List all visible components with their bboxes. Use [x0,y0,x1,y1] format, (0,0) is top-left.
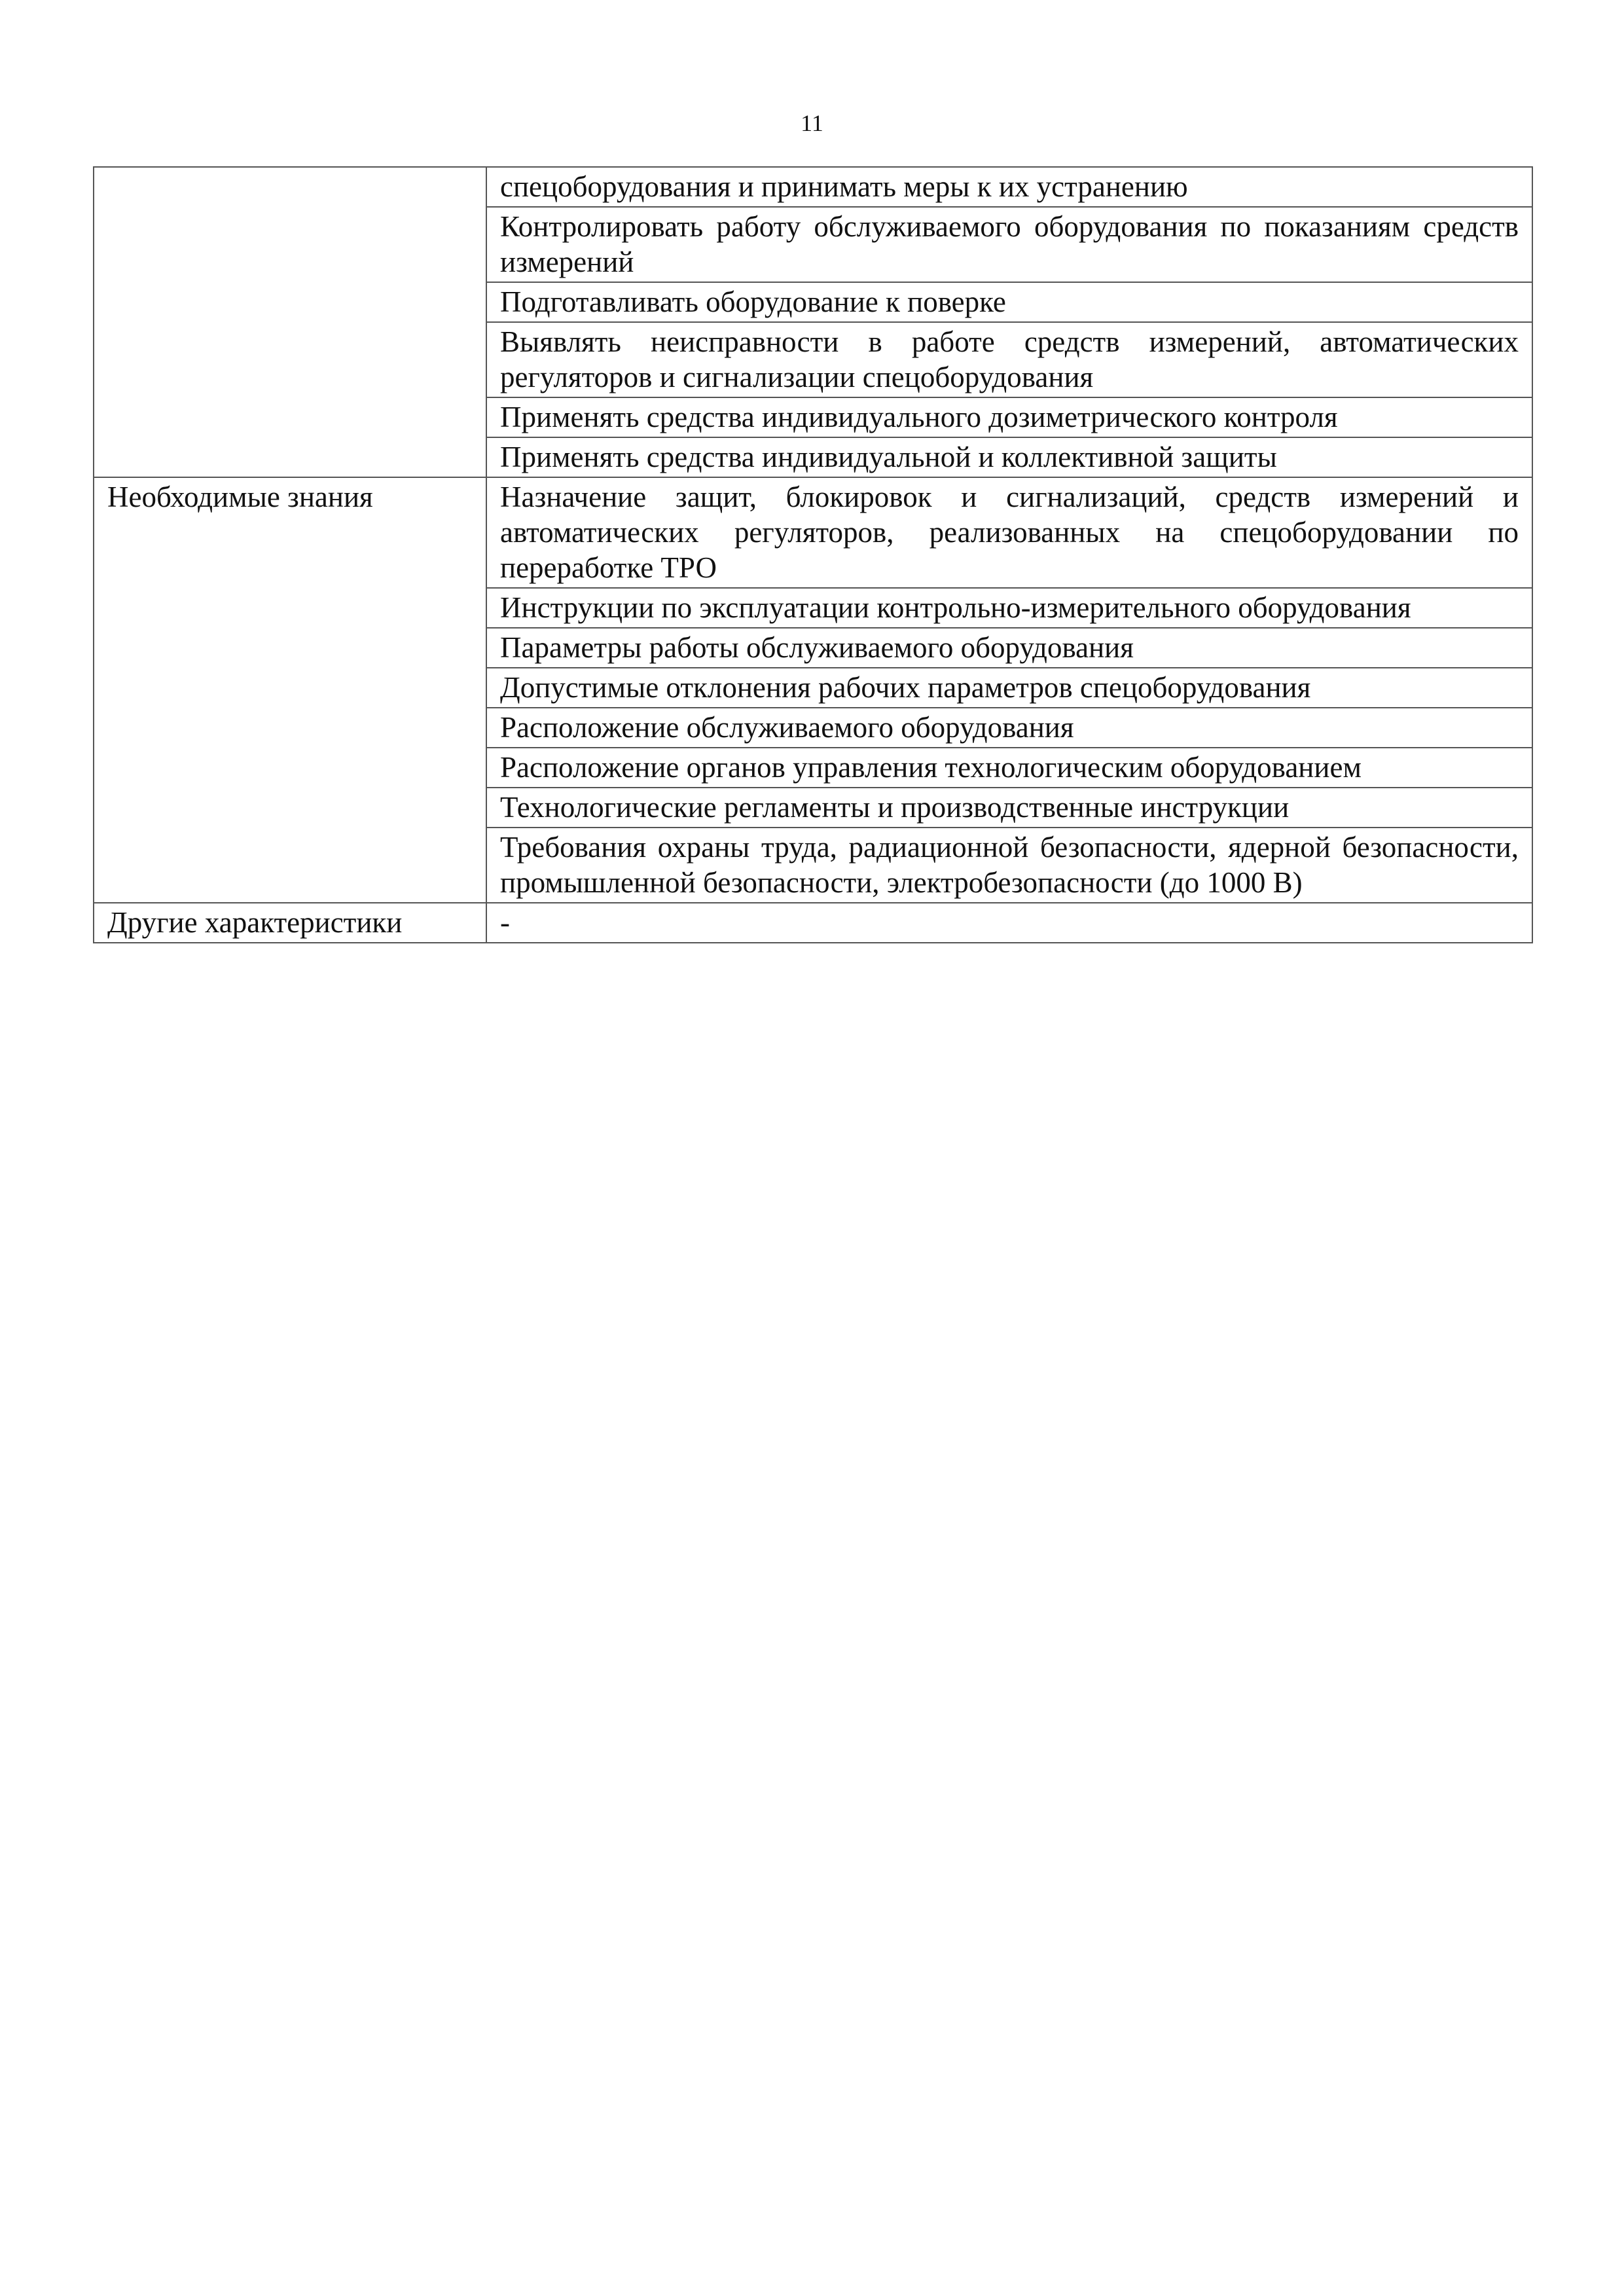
skill-item: спецоборудования и принимать меры к их устранению [486,167,1532,207]
skill-item: Подготавливать оборудование к поверке [486,282,1532,322]
skill-item: Применять средства индивидуального дозиметрического контроля [486,397,1532,437]
page-number: 11 [801,110,823,136]
knowledge-item: Расположение органов управления технологическим оборудованием [486,748,1532,788]
knowledge-item: Расположение обслуживаемого оборудования [486,708,1532,748]
skill-item: Применять средства индивидуальной и коллективной защиты [486,437,1532,477]
other-characteristics-label: Другие характеристики [94,903,486,943]
knowledge-item: Требования охраны труда, радиационной безопасности, ядерной безопасности, промышленной безопасности, электробезопасности (до 1000 В) [486,828,1532,903]
knowledge-item: Назначение защит, блокировок и сигнализаций, средств измерений и автоматических регуляторов, реализованных на спецоборудовании по переработке ТРО [486,477,1532,588]
other-characteristics-value: - [486,903,1532,943]
knowledge-label: Необходимые знания [94,477,486,903]
knowledge-item: Параметры работы обслуживаемого оборудования [486,628,1532,668]
knowledge-item: Технологические регламенты и производственные инструкции [486,788,1532,828]
table-row [94,167,1532,207]
qualification-table [93,166,1533,943]
skill-item: Выявлять неисправности в работе средств измерений, автоматических регуляторов и сигнализации спецоборудования [486,322,1532,397]
table-row [94,477,1532,588]
knowledge-item: Допустимые отклонения рабочих параметров спецоборудования [486,668,1532,708]
skills-label-cell-continued [94,167,486,477]
table-row [94,903,1532,943]
skill-item: Контролировать работу обслуживаемого оборудования по показаниям средств измерений [486,207,1532,282]
knowledge-item: Инструкции по эксплуатации контрольно-измерительного оборудования [486,588,1532,628]
